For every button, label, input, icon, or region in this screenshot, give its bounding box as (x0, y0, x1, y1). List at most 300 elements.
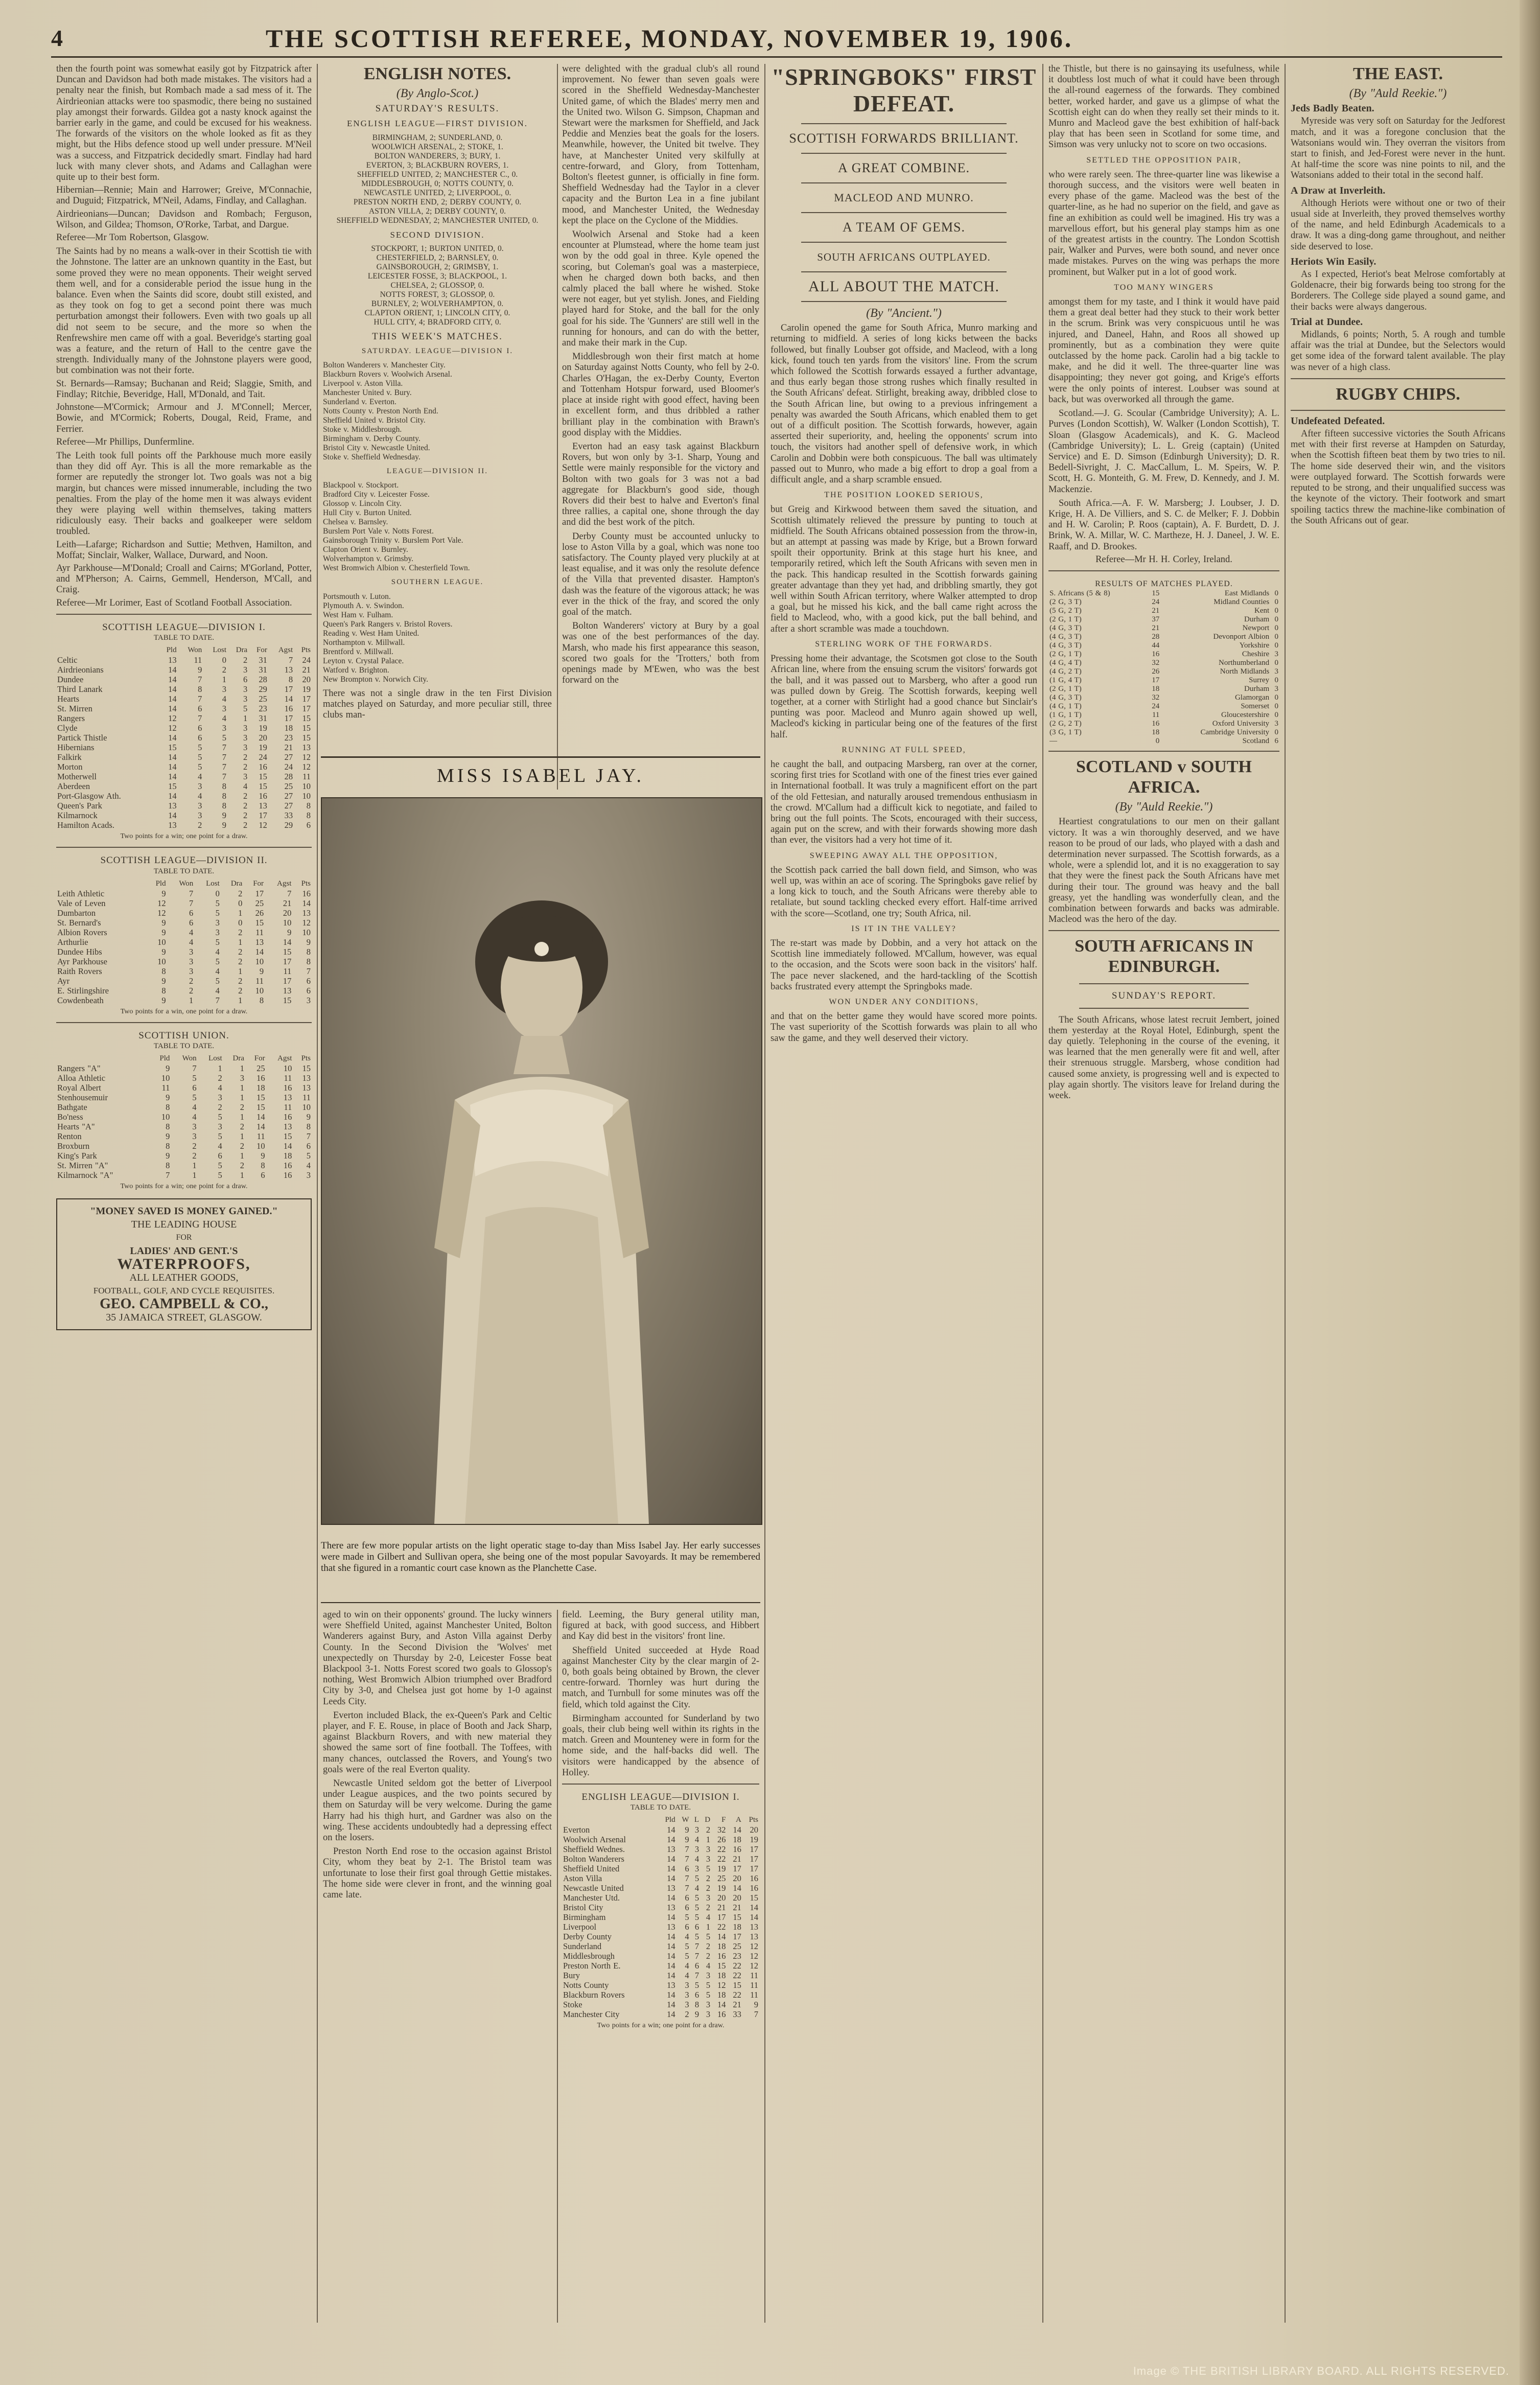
table-cell: 13 (750, 1932, 758, 1942)
article-text: Midlands, 6 points; North, 5. A rough and tumble affair was the trial at Dundee, but the Selectors would get some idea of the forward talent available. The play was never of a high class. (1291, 330, 1505, 373)
table-cell: 3 (198, 811, 202, 821)
list-item: HULL CITY, 4; BRADFORD CITY, 0. (374, 317, 501, 327)
table-cell: 1 (240, 1112, 244, 1122)
table-cell: 13 (284, 665, 293, 675)
table-cell: 1 (240, 1083, 244, 1093)
table-cell: 9 (685, 1835, 689, 1845)
table-cell: Broxburn (57, 1141, 90, 1151)
table-title: RESULTS OF MATCHES PLAYED. (1095, 579, 1233, 588)
table-cell: 7 (189, 898, 194, 908)
table-cell: Sunderland (563, 1941, 602, 1952)
subheading: SETTLED THE OPPOSITION PAIR, (1086, 155, 1242, 165)
table-cell: 3 (685, 1990, 689, 2000)
table-cell: Hearts (57, 694, 80, 704)
table-cell: 0 (1274, 624, 1278, 633)
table-row (56, 889, 312, 898)
table-cell: 6 (1274, 737, 1278, 746)
divider (1079, 1008, 1249, 1009)
table-cell: 24 (1152, 702, 1160, 711)
table-cell: 11 (255, 976, 264, 986)
table-cell: 14 (667, 1932, 675, 1942)
table-cell: 8 (306, 801, 311, 811)
column-6 (1291, 64, 1505, 2323)
table-cell: (2 G, 1 T) (1049, 685, 1082, 693)
table-cell: 4 (198, 772, 202, 782)
table-cell: 14 (256, 1122, 265, 1132)
byline: (By "Auld Reekie.") (1115, 800, 1213, 814)
table-cell: Rangers "A" (57, 1063, 101, 1074)
table-cell: 7 (222, 762, 227, 772)
table-cell: Morton (57, 762, 83, 772)
table-cell: 15 (717, 1961, 726, 1971)
table-cell: 9 (306, 937, 311, 947)
subheading: Jeds Badly Beaten. (1291, 103, 1374, 114)
table-cell: 2 (238, 985, 243, 995)
table-cell: 28 (1152, 633, 1160, 641)
table-row (562, 1873, 759, 1883)
portrait-figure-illustration (424, 860, 659, 1524)
table-cell: St. Bernard's (57, 917, 101, 928)
subheading: TOO MANY WINGERS (1114, 283, 1214, 292)
table-row (56, 684, 312, 694)
list-item: Queen's Park Rangers v. Bristol Rovers. (323, 619, 453, 629)
table-cell: 22 (717, 1854, 726, 1864)
list-item: CHESTERFIELD, 2; BARNSLEY, 0. (376, 253, 499, 262)
divider (1048, 751, 1279, 752)
table-cell: 0 (1274, 589, 1278, 598)
table-cell: Vale of Leven (57, 898, 106, 908)
table-cell: 19 (259, 743, 267, 753)
table-title: SCOTTISH LEAGUE—DIVISION II. (100, 855, 268, 866)
table-cell: 19 (259, 723, 267, 733)
table-cell: 2 (218, 1102, 222, 1113)
table-cell: 5 (218, 1112, 222, 1122)
table-cell: (2 G, 1 T) (1049, 615, 1082, 624)
table-cell: Derby County (563, 1932, 612, 1942)
table-cell: Newcastle United (563, 1883, 624, 1893)
table-row (56, 704, 312, 713)
table-cell: E. Stirlingshire (57, 985, 109, 995)
table-cell: 2 (189, 985, 194, 995)
table-cell: 14 (667, 1941, 675, 1952)
table-cell: 7 (192, 1063, 197, 1074)
table-header-cell (56, 645, 158, 655)
column-rule (1285, 64, 1286, 2323)
table-cell: 21 (283, 898, 292, 908)
table-cell: 14 (283, 937, 292, 947)
table-cell: Scotland (1242, 737, 1270, 746)
table-cell: (4 G, 3 T) (1049, 641, 1082, 650)
table-cell: 13 (302, 1083, 311, 1093)
table-cell: 17 (750, 1864, 758, 1874)
table-cell: 2 (706, 1951, 711, 1961)
table-cell: 12 (157, 908, 166, 918)
table-cell: Middlesbrough (563, 1951, 615, 1961)
table-cell: Motherwell (57, 772, 97, 782)
team-lineup: Leith—Lafarge; Richardson and Suttie; Methven, Hamilton, and Moffat; Sinclair, Walker, Wallace, Durward, and Noon. (56, 539, 312, 561)
table-header-cell: F (721, 1816, 726, 1824)
table-cell: Preston North E. (563, 1961, 621, 1971)
table-cell: 4 (306, 1161, 311, 1171)
table-cell: 4 (685, 1932, 689, 1942)
table-header-row (56, 1054, 312, 1063)
table-cell: 17 (302, 704, 311, 714)
table-cell: 8 (222, 801, 227, 811)
table-cell: 6 (189, 908, 194, 918)
table-row (56, 743, 312, 752)
table-row (1048, 598, 1279, 607)
table-row (56, 976, 312, 986)
subheading: WON UNDER ANY CONDITIONS, (829, 997, 979, 1006)
list-item: NEWCASTLE UNITED, 2; LIVERPOOL, 0. (363, 188, 511, 197)
table-cell: 13 (255, 937, 264, 947)
table-cell: 6 (694, 1922, 699, 1932)
table-cell: Durham (1244, 615, 1270, 624)
table-cell: 2 (240, 1102, 244, 1113)
subheading: SOUTHERN LEAGUE. (391, 578, 484, 587)
table-cell: 9 (222, 820, 227, 830)
table-cell: 14 (667, 1873, 675, 1884)
table-cell: 11 (302, 1093, 311, 1103)
table-cell: 9 (166, 1131, 170, 1142)
table-header-cell: Lost (208, 1054, 222, 1063)
table-cell: 2 (238, 888, 243, 898)
column-rule (557, 64, 558, 790)
table-row (56, 723, 312, 733)
table-row (1048, 676, 1279, 685)
table-cell: Hamilton Acads. (57, 820, 114, 830)
table-cell: Renton (57, 1131, 82, 1142)
table-cell: (4 G, 3 T) (1049, 624, 1082, 633)
article-text: After fifteen successive victories the South Africans met with their first reverse at Hampden on Saturday, when the Scottish fifteen beat them by two tries to nil. The home side deserved their win, and the visitors were outplayed forward. The Scottish forwards were reputed to be strong, and their unqualified success was the keynote of the victory. Their footwork and smart spoiling tactics threw the machine-like combination of the South Africans out of gear. (1291, 429, 1505, 526)
table-cell: 6 (261, 1170, 265, 1180)
table-cell: (3 G, 1 T) (1049, 728, 1082, 737)
headline: "SPRINGBOKS" FIRST DEFEAT. (771, 64, 1037, 117)
table-cell: 28 (259, 675, 267, 685)
table-cell: 21 (717, 1903, 726, 1913)
subheading: Trial at Dundee. (1291, 316, 1363, 328)
table-cell: 16 (717, 1951, 726, 1961)
column-2 (323, 64, 552, 790)
table-cell: 7 (166, 1170, 170, 1180)
table-cell: 2 (240, 1122, 244, 1132)
table-cell: (4 G, 3 T) (1049, 693, 1082, 702)
table-cell: 19 (302, 684, 311, 694)
table-cell: 7 (685, 1844, 689, 1855)
table-cell: 27 (284, 752, 293, 762)
article-text: but Greig and Kirkwood between them saved the situation, and Scottish ultimately relieved the pressure by punting to touch at midfield. The South Africans obtained possession from the throw-in, but an attempt at passing was made by Krige, but a Brown forward spoilt their opportunity. Brink at this stage hurt his knee, and temporarily retired, which left the South Africans with seven men in the pack. This handicap resulted in the Scottish forwards gaining greater advantage than they yet had, and dribbling smartly, they got well within South African territory, where Walker attempted to drop a goal, but he missed his kick, and the ball came right across the field to Macleod, who, with a good kick, put the ball behind, and after a short scramble was made a touchdown. (771, 504, 1037, 634)
table-cell: 3 (706, 2000, 711, 2010)
list-item: BIRMINGHAM, 2; SUNDERLAND, 0. (372, 133, 503, 142)
table-cell: 3 (706, 1854, 711, 1864)
article-text: The Leith took full points off the Parkhouse much more easily than they did off Ayr. This is all the more remarkable as the former are reputedly the stronger lot. Two goals was not a big margin, but chances were missed innumerable, including the two penalties. From the play of the home men it was always evident they were playing well within themselves, taking matters ridiculously easy. Their backs and goalkeeper were seldom troubled. (56, 450, 312, 537)
springbok-results-table (1048, 589, 1279, 746)
article-text: Although Heriots were without one or two of their usual side at Inverleith, they proved themselves worthy of the name, and held Edinburgh Academicals to a draw. It was a ding-dong game throughout, and neither side deserved to lose. (1291, 198, 1505, 252)
table-header-cell: Dra (232, 1054, 244, 1063)
table-cell: 10 (161, 1112, 170, 1122)
article-text: Everton included Black, the ex-Queen's Park and Celtic player, and F. E. Rouse, in place of Booth and Jack Sharp, against Blackburn Rovers, and with new material they showed the same sort of fine football. The Toffees, with many chances, outclassed the Rovers, and Young's two goals were of the real Everton quality. (323, 1710, 552, 1775)
table-subtitle: TABLE TO DATE. (153, 633, 215, 642)
masthead (51, 20, 1502, 58)
table-header-cell: Agst (278, 646, 293, 655)
ad-line: THE LEADING HOUSE (131, 1218, 237, 1230)
table-cell: 6 (685, 1864, 689, 1874)
table-cell: 14 (283, 1141, 292, 1151)
ad-line: ALL LEATHER GOODS, (129, 1271, 239, 1283)
table-cell: 13 (302, 743, 311, 753)
team-lineup: South Africa.—A. F. W. Marsberg; J. Loubser, J. D. Krige, H. A. De Villiers, and S. C. de Melker; F. J. Dobbin and H. W. Carolin; P. Roos (captain), A. F. Burdett, D. J. Brink, W. A. Millar, W. C. Martheze, H. J. Daneel, J. W. E. Raaff, and D. Brookes. (1048, 498, 1279, 552)
table-cell: 11 (255, 927, 264, 937)
table-row (56, 918, 312, 928)
table-cell: 1 (243, 713, 248, 724)
table-cell: 3 (198, 781, 202, 792)
table-cell: 7 (306, 966, 311, 976)
table-cell: 18 (733, 1922, 741, 1932)
table-cell: 5 (706, 1932, 711, 1942)
table-cell: 0 (1274, 728, 1278, 737)
section-heading: ENGLISH NOTES. (363, 64, 511, 83)
table-row (562, 1932, 759, 1941)
table-cell: 5 (192, 1073, 197, 1083)
table-cell: 21 (1152, 607, 1160, 615)
table-cell: 31 (259, 665, 267, 675)
referee-line: Referee—Mr H. H. Corley, Ireland. (1095, 554, 1232, 565)
table-cell: 15 (302, 713, 311, 724)
table-cell: 9 (685, 1825, 689, 1835)
subheading: ENGLISH LEAGUE—FIRST DIVISION. (347, 119, 528, 129)
table-cell: Bathgate (57, 1102, 87, 1113)
list-item: Blackburn Rovers v. Woolwich Arsenal. (323, 370, 452, 379)
table-cell: 20 (733, 1893, 741, 1903)
list-item: Bolton Wanderers v. Manchester City. (323, 361, 446, 370)
table-cell: 14 (168, 811, 177, 821)
table-cell: 14 (168, 772, 177, 782)
table-cell: 3 (192, 1122, 197, 1132)
table-cell: 7 (222, 752, 227, 762)
table-cell: 3 (189, 946, 194, 957)
article-text: Everton had an easy task against Blackburn Rovers, but won only by 3-1. Sharp, Young and Settle were mainly responsible for the victory and Bolton with two goals for 3 was not a bad aggregate for Blackburn's good side, though Rovers did their best to halve and Everton's final three rallies, a capital one, shone through the day and did the best work of the pitch. (562, 441, 759, 528)
table-row (56, 811, 312, 820)
table-cell: 5 (694, 1932, 699, 1942)
masthead-title: THE SCOTTISH REFEREE, MONDAY, NOVEMBER 19, 1906. (266, 24, 1074, 53)
table-cell: 3 (243, 665, 248, 675)
table-cell: Newport (1242, 624, 1270, 633)
table-cell: 14 (667, 1893, 675, 1903)
table-cell: 15 (283, 1131, 292, 1142)
headline: A TEAM OF GEMS. (842, 220, 965, 235)
ad-line: "MONEY SAVED IS MONEY GAINED." (90, 1205, 278, 1217)
table-cell: (4 G, 2 T) (1049, 667, 1082, 676)
column-rule (1042, 64, 1043, 2323)
table-cell: 4 (218, 1083, 222, 1093)
table-row (1048, 702, 1279, 711)
table-cell: 22 (733, 1990, 741, 2000)
column-4 (771, 64, 1037, 2323)
table-cell: 13 (283, 985, 292, 995)
table-cell: 16 (283, 1083, 292, 1093)
referee-line: Referee—Mr Phillips, Dunfermline. (56, 436, 195, 447)
table-cell: 6 (189, 917, 194, 928)
table-cell: Dundee (57, 675, 84, 685)
table-row (56, 655, 312, 665)
table-cell: Ayr Parkhouse (57, 956, 108, 966)
table-cell: Sheffield Wednes. (563, 1844, 625, 1855)
table-cell: 7 (222, 772, 227, 782)
table-cell: 14 (168, 704, 177, 714)
table-cell: 2 (706, 1883, 711, 1893)
list-item: SHEFFIELD UNITED, 2; MANCHESTER C., 0. (357, 170, 518, 179)
referee-line: Referee—Mr Lorimer, East of Scotland Football Association. (56, 597, 292, 608)
table-cell: 4 (694, 1854, 699, 1864)
table-cell: Glamorgan (1234, 693, 1270, 702)
table-cell: 7 (694, 1971, 699, 1981)
table-cell: 1 (240, 1131, 244, 1142)
table-row (56, 908, 312, 918)
table-cell: 2 (706, 1825, 711, 1835)
table-row (56, 791, 312, 801)
table-cell: 5 (218, 1170, 222, 1180)
table-header-cell (562, 1815, 658, 1825)
table-cell: 9 (694, 2009, 699, 2020)
table-cell: 6 (685, 1893, 689, 1903)
table-cell: 16 (259, 791, 267, 801)
table-cell: 21 (733, 2000, 741, 2010)
table-cell: 13 (168, 820, 177, 830)
table-cell: 21 (733, 1854, 741, 1864)
table-cell: 18 (717, 1941, 726, 1952)
table-header-cell: Pts (301, 879, 311, 888)
table-cell: 18 (256, 1083, 265, 1093)
divider (321, 1602, 760, 1603)
table-cell: Aberdeen (57, 781, 90, 792)
table-cell: 10 (283, 917, 292, 928)
article-text: then the fourth point was somewhat easily got by Fitzpatrick after Duncan and Davidson had both made mistakes. The visitors had a penalty near the finish, but Rombach made a sad mess of it. The Airdrieonian attacks were too spasmodic, there being no sustained play amongst their forwards. Gildea got a nasty knock against the barrier early in the game, and could be excused for his weakness. The forwards of the visitors on the whole looked as fit as they might, but the Hibs defence stood up well under pressure. M'Neil was a success, and Fitzpatrick decidedly smart. Findlay had hard luck with many clever shots, and Adams and Callaghan were quite up to their best form. (56, 64, 312, 183)
table-cell: 11 (750, 1980, 758, 1990)
table-cell: 14 (667, 1990, 675, 2000)
copyright-watermark: Image © THE BRITISH LIBRARY BOARD. ALL RIGHTS RESERVED. (1133, 2365, 1509, 2377)
table-cell: 15 (733, 1980, 741, 1990)
table-cell: St. Mirren (57, 704, 92, 714)
table-cell: 4 (215, 966, 220, 976)
team-lineup: Hibernian—Rennie; Main and Harrower; Greive, M'Connachie, and Duguid; Fitzpatrick, M'Neil, Adams, Findlay, and Callaghan. (56, 185, 312, 206)
table-cell: 20 (283, 908, 292, 918)
table-cell: Notts County (563, 1980, 609, 1990)
table-footnote: Two points for a win; one point for a draw. (120, 1183, 248, 1191)
subheading: LEAGUE—DIVISION II. (386, 467, 488, 476)
table-cell: 15 (168, 781, 177, 792)
table-cell: 4 (222, 694, 227, 704)
table-cell: 14 (667, 2000, 675, 2010)
table-cell: North Midlands (1220, 667, 1270, 676)
divider (56, 847, 312, 848)
photo-heading: MISS ISABEL JAY. (436, 765, 645, 786)
table-cell: 14 (168, 675, 177, 685)
divider (1048, 930, 1279, 931)
table-cell: 12 (168, 713, 177, 724)
table-cell: 2 (685, 2009, 689, 2020)
subheading: SATURDAY'S RESULTS. (375, 103, 500, 114)
table-row (56, 1161, 312, 1170)
list-item: Sheffield United v. Bristol City. (323, 416, 426, 425)
table-cell: 27 (284, 791, 293, 801)
table-cell: 5 (694, 1912, 699, 1923)
table-cell: 9 (166, 1151, 170, 1161)
table-cell: Bury (563, 1971, 580, 1981)
table-cell: 11 (1152, 711, 1160, 720)
table-cell: 0 (238, 898, 243, 908)
table-cell: 10 (255, 956, 264, 966)
table-header-cell (56, 879, 146, 889)
table-cell: 3 (706, 1893, 711, 1903)
divider (1291, 410, 1505, 411)
table-cell: 24 (302, 655, 311, 665)
table-cell: 0 (1155, 737, 1160, 746)
table-cell: 21 (733, 1903, 741, 1913)
table-cell: 21 (302, 665, 311, 675)
table-header-cell: Dra (230, 879, 243, 888)
table-cell: 15 (750, 1893, 758, 1903)
ad-line: FOR (176, 1233, 192, 1242)
table-cell: 2 (238, 976, 243, 986)
table-row (56, 1083, 312, 1093)
article-text: Myreside was very soft on Saturday for the Jedforest match, and it was a foregone conclusion that the Watsonians would win. They overran the visitors from start to finish, and Jed-Forest were never in the hunt. At half-time the score was nine points to nil, and the Watsonians added to their total in the second half. (1291, 116, 1505, 181)
list-item: Bradford City v. Leicester Fosse. (323, 490, 430, 499)
table-cell: 7 (287, 888, 292, 898)
table-cell: 10 (256, 1141, 265, 1151)
table-cell: 9 (161, 927, 166, 937)
table-cell: 4 (215, 946, 220, 957)
table-cell: 4 (192, 1102, 197, 1113)
table-cell: 2 (243, 762, 248, 772)
table-cell: 9 (261, 1151, 265, 1161)
table-cell: Ayr (57, 976, 70, 986)
ad-line: 35 JAMAICA STREET, GLASGOW. (106, 1311, 262, 1323)
table-row (1048, 641, 1279, 650)
table-cell: 5 (694, 1980, 699, 1990)
table-row (562, 1961, 759, 1971)
table-cell: 6 (306, 820, 311, 830)
table-cell: 32 (1152, 693, 1160, 702)
table-cell: 9 (161, 946, 166, 957)
table-cell: 5 (306, 1151, 311, 1161)
table-cell: 10 (302, 791, 311, 801)
table-cell: (5 G, 2 T) (1049, 607, 1082, 615)
table-cell: 9 (222, 811, 227, 821)
table-cell: Hearts "A" (57, 1122, 95, 1132)
table-cell: 3 (243, 743, 248, 753)
subheading: Undefeated Defeated. (1291, 415, 1385, 427)
list-item: Stoke v. Middlesbrough. (323, 425, 402, 434)
table-cell: 16 (750, 1873, 758, 1884)
table-row (562, 1951, 759, 1961)
table-cell: 2 (238, 956, 243, 966)
table-cell: Kilmarnock (57, 811, 98, 821)
table-footnote: Two points for a win; one point for a draw. (597, 2022, 725, 2030)
table-cell: Arthurlie (57, 937, 88, 947)
subheading: Heriots Win Easily. (1291, 256, 1376, 267)
table-cell: 0 (1274, 641, 1278, 650)
table-row (56, 1131, 312, 1141)
table-cell: 16 (283, 1161, 292, 1171)
table-cell: 20 (259, 733, 267, 743)
table-cell: 3 (685, 1980, 689, 1990)
table-header-cell: Agst (277, 879, 292, 888)
table-cell: 10 (157, 937, 166, 947)
table-cell: 12 (302, 762, 311, 772)
table-cell: 9 (754, 2000, 758, 2010)
table-cell: 16 (283, 1112, 292, 1122)
table-cell: 1 (238, 966, 243, 976)
